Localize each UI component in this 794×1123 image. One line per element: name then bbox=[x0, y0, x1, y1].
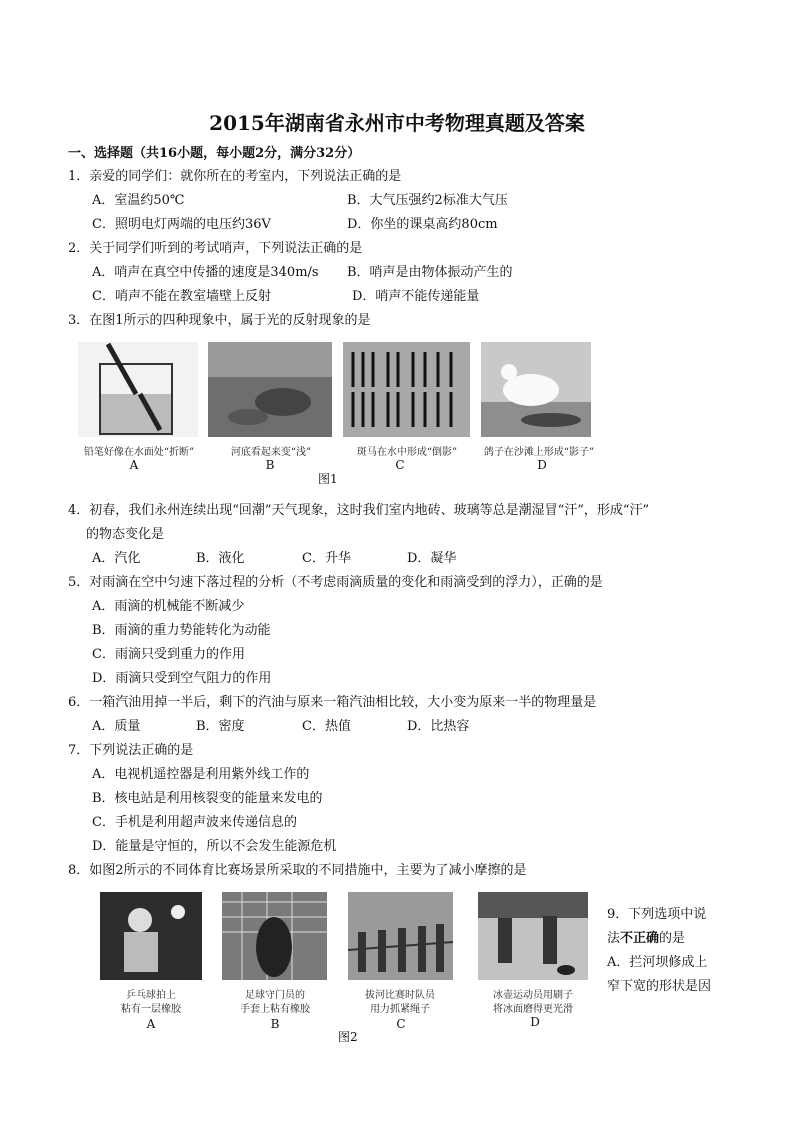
figure-2-caption-c-line2: 用力抓紧绳子 bbox=[370, 1004, 430, 1015]
question-9-option-a-line2: 窄下宽的形状是因 bbox=[607, 979, 712, 994]
question-5-option-d: D．雨滴只受到空气阻力的作用 bbox=[92, 671, 272, 686]
figure-1-photo-c bbox=[343, 342, 470, 437]
question-9-stem-line2 bbox=[607, 930, 685, 948]
question-3-stem: 3．在图1所示的四种现象中，属于光的反射现象的是 bbox=[68, 313, 371, 328]
figure-2-caption-a-line2: 粘有一层橡胶 bbox=[121, 1004, 181, 1015]
question-8-stem: 8．如图2所示的不同体育比赛场景所采取的不同措施中，主要为了减小摩擦的是 bbox=[68, 863, 527, 878]
question-7-stem: 7．下列说法正确的是 bbox=[68, 743, 194, 758]
figure-2-letter-d: D bbox=[530, 1015, 540, 1029]
question-1-option-a: A．室温约50℃ bbox=[92, 193, 185, 208]
figure-2-letter-a: A bbox=[146, 1017, 156, 1031]
tug-of-war-image bbox=[348, 892, 453, 980]
question-6-stem: 6．一箱汽油用掉一半后，剩下的汽油与原来一箱汽油相比较，大小变为原来一半的物理量是 bbox=[68, 695, 597, 710]
figure-2-caption-b-line2: 手套上粘有橡胶 bbox=[240, 1004, 310, 1015]
figure-2-label: 图2 bbox=[338, 1030, 358, 1044]
question-7-option-c: C．手机是利用超声波来传递信息的 bbox=[92, 815, 297, 830]
question-6-option-a: A．质量 bbox=[92, 719, 141, 734]
figure-1-label: 图1 bbox=[318, 472, 338, 486]
question-5-option-a: A．雨滴的机械能不断减少 bbox=[92, 599, 245, 614]
question-4-stem-line2: 的物态变化是 bbox=[86, 527, 165, 542]
question-2-option-a: A．哨声在真空中传播的速度是340m/s bbox=[92, 265, 319, 280]
figure-1-photo-b bbox=[208, 342, 332, 437]
question-9-option-a-line1: A．拦河坝修成上 bbox=[607, 955, 708, 970]
question-7-option-b: B．核电站是利用核裂变的能量来发电的 bbox=[92, 791, 323, 806]
question-6-option-d: D．比热容 bbox=[407, 719, 470, 734]
page-title: 2015年湖南省永州市中考物理真题及答案 bbox=[209, 111, 585, 135]
figure-1-caption-d: 鸽子在沙滩上形成“影子” bbox=[483, 447, 595, 458]
goalkeeper-image bbox=[222, 892, 327, 980]
question-2-option-b: B．哨声是由物体振动产生的 bbox=[347, 265, 513, 280]
figure-2-caption-d-line2: 将冰面磨得更光滑 bbox=[493, 1004, 573, 1015]
figure-2-photo-a bbox=[100, 892, 202, 980]
question-1-option-b: B．大气压强约2标准大气压 bbox=[347, 193, 508, 208]
section-heading: 一、选择题（共16小题，每小题2分，满分32分） bbox=[68, 146, 361, 161]
question-6-option-c: C．热值 bbox=[302, 719, 351, 734]
figure-1-caption-c: 斑马在水中形成“倒影” bbox=[356, 447, 458, 458]
pencil-in-water-image bbox=[78, 342, 198, 437]
question-9-emphasis: 不正确 bbox=[620, 931, 660, 946]
figure-2-caption-d-line1: 冰壶运动员用刷子 bbox=[493, 990, 573, 1001]
question-9-stem-line1: 9．下列选项中说 bbox=[607, 907, 707, 922]
question-9-stem-text-a: 法 bbox=[607, 931, 621, 946]
figure-2-caption-a-line1: 乒乓球拍上 bbox=[126, 990, 176, 1001]
figure-2-caption-b-line1: 足球守门员的 bbox=[245, 990, 305, 1001]
figure-2-letter-c: C bbox=[396, 1017, 406, 1031]
question-5-stem: 5．对雨滴在空中匀速下落过程的分析（不考虑雨滴质量的变化和雨滴受到的浮力），正确的是 bbox=[68, 575, 603, 590]
question-4-stem-line1: 4．初春，我们永州连续出现“回潮”天气现象，这时我们室内地砖、玻璃等总是潮湿冒“汗”，形成“汗” bbox=[68, 503, 650, 518]
question-1-stem: 1．亲爱的同学们：就你所在的考室内，下列说法正确的是 bbox=[68, 169, 402, 184]
figure-2-letter-b: B bbox=[270, 1017, 280, 1031]
figure-2-photo-c bbox=[348, 892, 453, 980]
curling-sweepers-image bbox=[478, 892, 588, 980]
question-4-option-c: C．升华 bbox=[302, 551, 351, 566]
table-tennis-player-image bbox=[100, 892, 202, 980]
question-7-option-a: A．电视机遥控器是利用紫外线工作的 bbox=[92, 767, 310, 782]
question-4-option-d: D．凝华 bbox=[407, 551, 457, 566]
figure-1-letter-b: B bbox=[265, 458, 275, 472]
question-2-stem: 2．关于同学们听到的考试哨声，下列说法正确的是 bbox=[68, 241, 363, 256]
riverbed-image bbox=[208, 342, 332, 437]
figure-1-letter-d: D bbox=[537, 458, 547, 472]
figure-1-letter-c: C bbox=[395, 458, 405, 472]
question-5-option-b: B．雨滴的重力势能转化为动能 bbox=[92, 623, 271, 638]
figure-1-caption-a: 铅笔好像在水面处“折断” bbox=[83, 447, 195, 458]
question-6-option-b: B．密度 bbox=[196, 719, 245, 734]
question-1-option-d: D．你坐的课桌高约80cm bbox=[347, 217, 498, 232]
question-2-option-d: D．哨声不能传递能量 bbox=[352, 289, 480, 304]
question-9-stem-text-b: 的是 bbox=[659, 931, 686, 946]
question-7-option-d: D．能量是守恒的，所以不会发生能源危机 bbox=[92, 839, 337, 854]
figure-2-caption-c-line1: 拔河比赛时队员 bbox=[365, 990, 435, 1001]
figure-1-caption-b: 河底看起来变“浅” bbox=[230, 447, 312, 458]
figure-2-photo-b bbox=[222, 892, 327, 980]
figure-1-letter-a: A bbox=[129, 458, 139, 472]
pigeon-shadow-image bbox=[481, 342, 591, 437]
figure-1-photo-d bbox=[481, 342, 591, 437]
question-2-option-c: C．哨声不能在教室墙壁上反射 bbox=[92, 289, 271, 304]
question-5-option-c: C．雨滴只受到重力的作用 bbox=[92, 647, 245, 662]
figure-2-photo-d bbox=[478, 892, 588, 980]
figure-1-photo-a bbox=[78, 342, 198, 437]
question-1-option-c: C．照明电灯两端的电压约36V bbox=[92, 217, 271, 232]
zebra-reflection-image bbox=[343, 342, 470, 437]
question-4-option-b: B．液化 bbox=[196, 551, 245, 566]
question-4-option-a: A．汽化 bbox=[92, 551, 141, 566]
